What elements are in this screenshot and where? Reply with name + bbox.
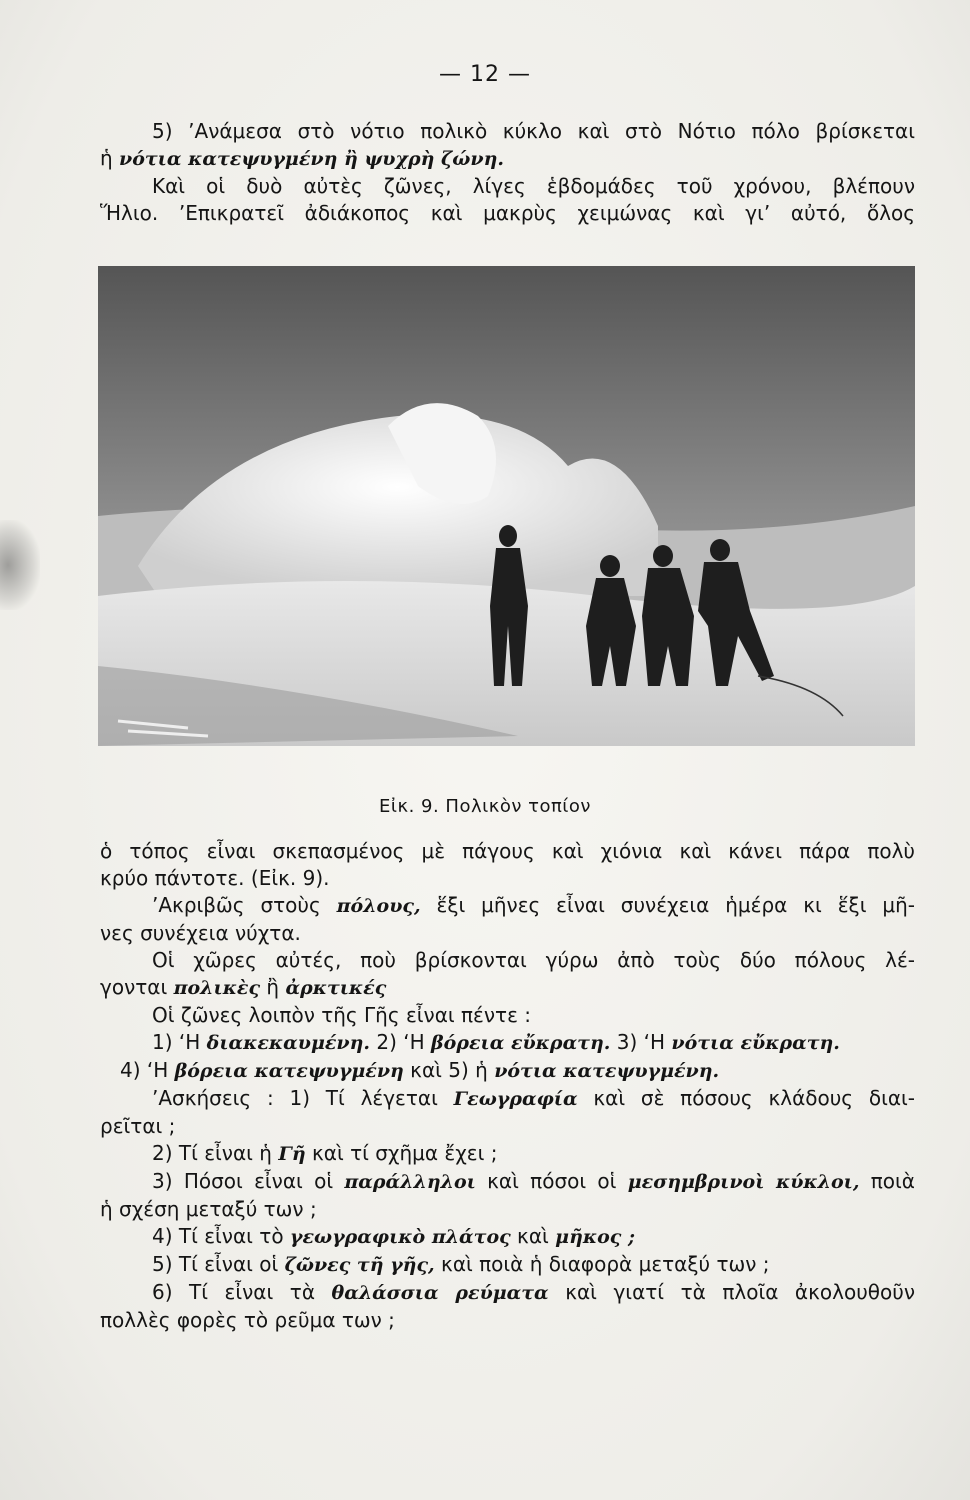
bold-term: παράλληλοι: [344, 1171, 476, 1193]
exercises-label: ’Ασκήσεις :: [152, 1086, 274, 1110]
text-run: 1) ‘Η: [152, 1030, 207, 1054]
text-line: Καὶ οἱ δυὸ αὐτὲς ζῶνες, λίγες ἑβδομάδες τοῦ χρόνου, βλέπουν: [152, 174, 915, 198]
text-line: 5) ’Ανάμεσα στὸ νότιο πολικὸ κύκλο καὶ στὸ Νότιο πόλο βρίσκεται: [152, 119, 915, 143]
text-run: ἡ: [100, 146, 120, 170]
text-run: καὶ: [510, 1224, 556, 1248]
bold-term: θαλάσσια ρεύματα: [331, 1282, 549, 1304]
text-run: καὶ πόσοι οἱ: [475, 1169, 628, 1193]
page-number: — 12 —: [439, 62, 531, 87]
exercise-line: πολλὲς φορὲς τὸ ρεῦμα των ;: [100, 1308, 395, 1332]
exercise-line: [100, 1168, 915, 1196]
bold-term: μεσημβρινοὶ κύκλοι,: [627, 1171, 860, 1193]
text-line: νες συνέχεια νύχτα.: [100, 921, 301, 945]
text-run: καὶ τί σχῆμα ἔχει ;: [305, 1141, 498, 1165]
text-run: καὶ ποιὰ ἡ διαφορὰ μεταξύ των ;: [434, 1252, 770, 1276]
text-run: καὶ σὲ πόσους κλάδους διαι-: [577, 1086, 916, 1110]
body-text: [100, 838, 915, 1334]
bold-term: γεωγραφικὸ πλάτος: [289, 1226, 511, 1248]
text-run: ποιὰ: [859, 1169, 915, 1193]
bold-term: βόρεια εὔκρατη.: [431, 1032, 611, 1054]
text-run: ’Ακριβῶς στοὺς: [152, 893, 337, 917]
text-line: [100, 1057, 915, 1085]
text-run: 1) Τί λέγεται: [273, 1086, 454, 1110]
text-run: 4) Τί εἶναι τὸ: [152, 1224, 290, 1248]
text-run: ἕξι μῆνες εἶναι συνέχεια ἡμέρα κι ἕξι μῆ-: [420, 893, 915, 917]
text-run: 3) Πόσοι εἶναι οἱ: [152, 1169, 345, 1193]
polar-landscape-illustration: [98, 266, 915, 746]
bold-term: ζῶνες τῆ γῆς,: [284, 1254, 435, 1276]
text-line: [100, 145, 915, 173]
bold-term: Γεωγραφία: [453, 1088, 578, 1110]
exercise-line: ρεῖται ;: [100, 1114, 176, 1138]
text-line: ὁ τόπος εἶναι σκεπασμένος μὲ πάγους καὶ χιόνια καὶ κάνει πάρα πολὺ: [100, 839, 915, 863]
text-run: 2) ‘Η: [370, 1030, 432, 1054]
text-line: Οἱ ζῶνες λοιπὸν τῆς Γῆς εἶναι πέντε :: [152, 1003, 531, 1027]
text-line: κρύο πάντοτε. (Εἰκ. 9).: [100, 866, 330, 890]
text-run: 2) Τί εἶναι ἡ: [152, 1141, 279, 1165]
bold-term: νότια κατεψυγμένη.: [494, 1060, 720, 1082]
text-run: καὶ 5) ἡ: [403, 1058, 495, 1082]
polar-landscape-photo: [98, 266, 915, 746]
bold-term: πολικὲς: [173, 977, 261, 999]
exercise-line: ἡ σχέση μεταξύ των ;: [100, 1197, 317, 1221]
text-run: 3) ‘Η: [610, 1030, 672, 1054]
text-line: Οἱ χῶρες αὐτές, ποὺ βρίσκονται γύρω ἀπὸ τοὺς δύο πόλους λέ-: [152, 948, 915, 972]
text-run: γονται: [100, 975, 174, 999]
text-line: Ἥλιο. ’Επικρατεῖ ἀδιάκοπος καὶ μακρὺς χειμώνας καὶ γι’ αὐτό, ὅλος: [100, 201, 915, 225]
exercise-line: [100, 1279, 915, 1307]
bold-term: πόλους,: [336, 895, 421, 917]
exercise-line: [100, 1223, 915, 1251]
text-run: 5) Τί εἶναι οἱ: [152, 1252, 285, 1276]
bold-term: διακεκαυμένη.: [206, 1032, 371, 1054]
exercise-line: [100, 1085, 915, 1113]
bold-term: μῆκος ;: [555, 1226, 635, 1248]
exercise-line: [100, 1251, 915, 1279]
text-run: καὶ γιατί τὰ πλοῖα ἀκολουθοῦν: [548, 1280, 915, 1304]
bold-term: νότια εὔκρατη.: [671, 1032, 840, 1054]
text-line: [100, 974, 915, 1002]
text-run: 6) Τί εἶναι τὰ: [152, 1280, 332, 1304]
text-run: ἢ: [260, 975, 286, 999]
exercise-line: [100, 1140, 915, 1168]
bold-term: νότια κατεψυγμένη ἢ ψυχρὴ ζώνη.: [119, 148, 505, 170]
text-run: 4) ‘Η: [120, 1058, 175, 1082]
bold-term: βόρεια κατεψυγμένη: [174, 1060, 404, 1082]
page-stain: [0, 520, 40, 610]
figure-caption: Εἰκ. 9. Πολικὸν τοπίον: [379, 796, 591, 817]
text-line: [100, 1029, 915, 1057]
text-line: [100, 892, 915, 920]
bold-term: ἀρκτικές: [285, 977, 387, 999]
bold-term: Γῆ: [278, 1143, 306, 1165]
top-paragraph: [100, 118, 915, 227]
